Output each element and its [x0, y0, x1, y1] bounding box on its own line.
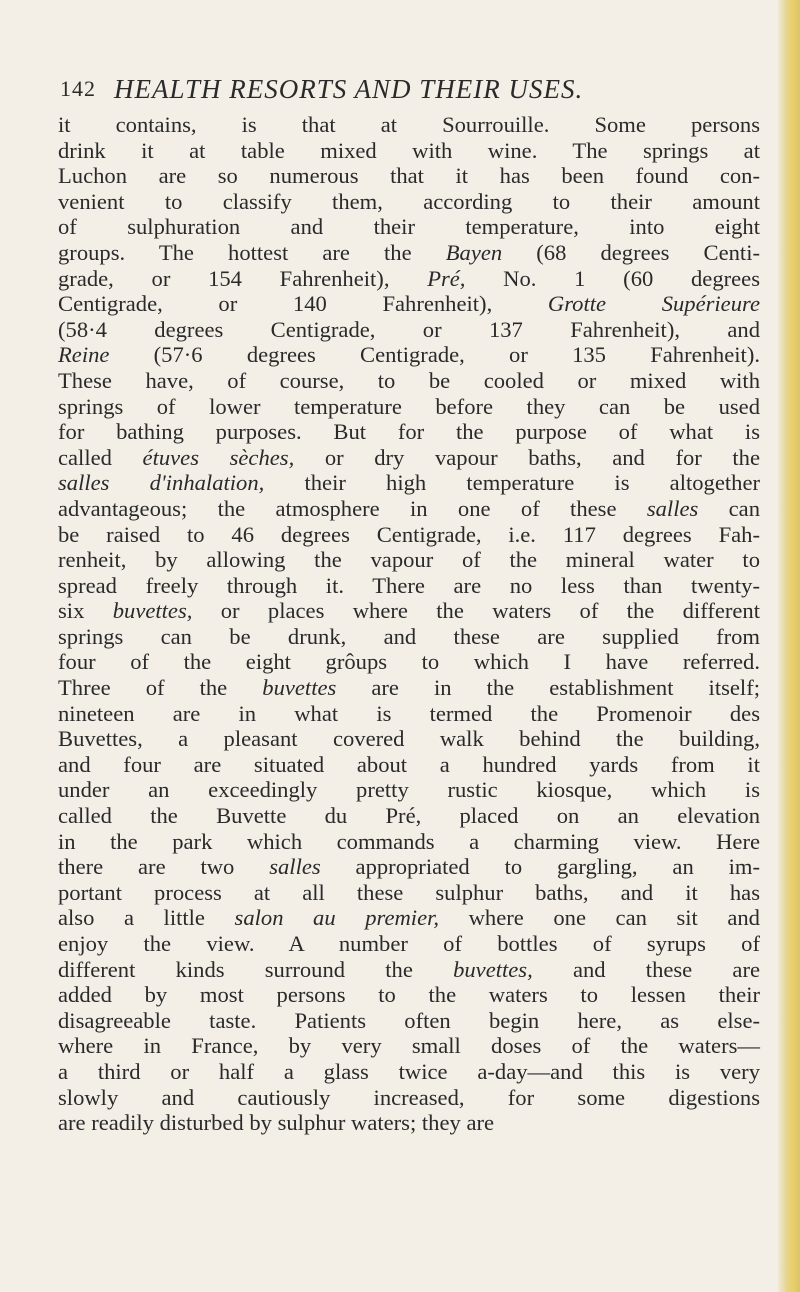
text-run: Buvettes, a pleasant covered walk behind the building, [58, 726, 760, 752]
text-run: enjoy the view. A number of bottles of syrups of [58, 931, 760, 956]
text-run: are readily disturbed by sulphur waters; they are [58, 1110, 495, 1136]
page-edge [778, 0, 800, 1292]
text-run: Three of the [58, 675, 263, 701]
italic-phrase: salles d'inhalation, [58, 470, 265, 496]
page-number: 142 [60, 76, 96, 101]
text-run: and four are situated about a hundred yards from it [58, 751, 760, 777]
text-run: Centigrade, or 140 Fahrenheit), [58, 291, 548, 317]
text-run: in the park which commands a charming view. Here [58, 828, 760, 854]
text-line [58, 445, 760, 471]
text-line [58, 189, 760, 215]
text-run: renheit, by allowing the vapour of the mineral water to [58, 547, 760, 573]
text-line [58, 547, 760, 573]
text-line [58, 214, 760, 240]
text-run: their high temperature is altogether [264, 470, 761, 496]
text-line [58, 342, 760, 368]
running-header [60, 74, 720, 114]
italic-phrase: buvettes [262, 675, 337, 701]
italic-phrase: buvettes, [453, 956, 533, 982]
text-run: (57·6 degrees Centigrade, or 135 Fahrenheit). [109, 342, 760, 368]
text-line [58, 649, 760, 675]
text-line [58, 803, 760, 829]
text-line [58, 880, 760, 906]
text-run: (58·4 degrees Centigrade, or 137 Fahrenheit), and [58, 316, 760, 342]
text-run: where in France, by very small doses of the waters— [58, 1033, 760, 1059]
text-line [58, 931, 760, 957]
text-run: or dry vapour baths, and for the [294, 444, 760, 470]
text-line [58, 624, 760, 650]
text-line [58, 854, 760, 880]
text-line [58, 777, 760, 803]
text-run: drink it at table mixed with wine. The springs at [58, 137, 760, 163]
text-line [58, 1008, 760, 1034]
text-line [58, 163, 760, 189]
text-run: These have, of course, to be cooled or mixed with [58, 367, 760, 393]
text-run: of sulphuration and their temperature, into eight [58, 214, 760, 240]
body-text [58, 112, 760, 1136]
text-run: spread freely through it. There are no less than twenty- [58, 572, 760, 598]
text-line [58, 701, 760, 727]
italic-phrase: Pré, [427, 265, 466, 291]
text-line [58, 1033, 760, 1059]
text-line [58, 419, 760, 445]
text-run: portant process at all these sulphur baths, and it has [58, 879, 760, 905]
text-run: grade, or 154 Fahrenheit), [58, 265, 428, 291]
text-line [58, 368, 760, 394]
italic-phrase: salles [646, 495, 699, 521]
text-run: also a little [58, 905, 235, 931]
text-run: springs can be drunk, and these are supplied from [58, 623, 760, 649]
text-line [58, 317, 760, 343]
text-line [58, 266, 760, 292]
text-run: different kinds surround the [58, 956, 454, 982]
text-line [58, 291, 760, 317]
text-line [58, 112, 760, 138]
text-run: disagreeable taste. Patients often begin here, as else- [58, 1007, 760, 1033]
text-run: nineteen are in what is termed the Promenoir des [58, 700, 760, 726]
text-run: springs of lower temperature before they can be used [58, 393, 760, 419]
text-run: added by most persons to the waters to lessen their [58, 982, 760, 1008]
text-run: be raised to 46 degrees Centigrade, i.e. 117 degrees Fah- [58, 521, 760, 547]
italic-phrase: Bayen [445, 239, 503, 265]
text-run: can [698, 495, 760, 521]
text-line [58, 1110, 760, 1136]
text-line [58, 829, 760, 855]
text-run: advantageous; the atmosphere in one of these [58, 495, 647, 521]
italic-phrase: salon au premier, [234, 905, 440, 931]
text-run: called the Buvette du Pré, placed on an elevation [58, 803, 760, 829]
text-run: or places where the waters of the different [192, 598, 761, 624]
text-run: for bathing purposes. But for the purpose of what is [58, 419, 760, 445]
text-line [58, 752, 760, 778]
italic-phrase: Reine [58, 342, 110, 368]
italic-phrase: Grotte Supérieure [547, 291, 760, 317]
text-line [58, 598, 760, 624]
text-run: (68 degrees Centi- [502, 239, 761, 265]
text-line [58, 675, 760, 701]
text-run: are in the establishment itself; [336, 675, 761, 701]
text-line [58, 496, 760, 522]
text-run: six [58, 598, 113, 624]
text-run: slowly and cautiously increased, for some digestions [58, 1084, 760, 1110]
text-line [58, 982, 760, 1008]
text-run: and these are [532, 956, 760, 982]
text-run: No. 1 (60 degrees [465, 265, 760, 291]
text-line [58, 1085, 760, 1111]
text-run: there are two [58, 854, 270, 880]
italic-phrase: buvettes, [112, 598, 193, 624]
text-run: called [58, 444, 143, 470]
running-title: HEALTH RESORTS AND THEIR USES. [114, 74, 584, 104]
text-line [58, 957, 760, 983]
text-run: it contains, is that at Sourrouille. Some persons [58, 112, 760, 137]
text-line [58, 726, 760, 752]
text-run: four of the eight grôups to which I have referred. [58, 649, 760, 675]
text-run: under an exceedingly pretty rustic kiosque, which is [58, 777, 760, 803]
italic-phrase: étuves sèches, [142, 444, 295, 470]
text-run: venient to classify them, according to their amount [58, 188, 760, 214]
text-run: where one can sit and [439, 905, 760, 931]
text-line [58, 240, 760, 266]
text-line [58, 394, 760, 420]
text-line [58, 522, 760, 548]
italic-phrase: salles [269, 854, 321, 880]
text-line [58, 573, 760, 599]
text-line [58, 138, 760, 164]
text-run: a third or half a glass twice a-day—and this is very [58, 1058, 760, 1084]
text-line [58, 905, 760, 931]
text-run: groups. The hottest are the [58, 239, 446, 265]
text-run: appropriated to gargling, an im- [320, 854, 760, 880]
text-line [58, 1059, 760, 1085]
text-run: Luchon are so numerous that it has been found con- [58, 163, 760, 189]
text-line [58, 470, 760, 496]
